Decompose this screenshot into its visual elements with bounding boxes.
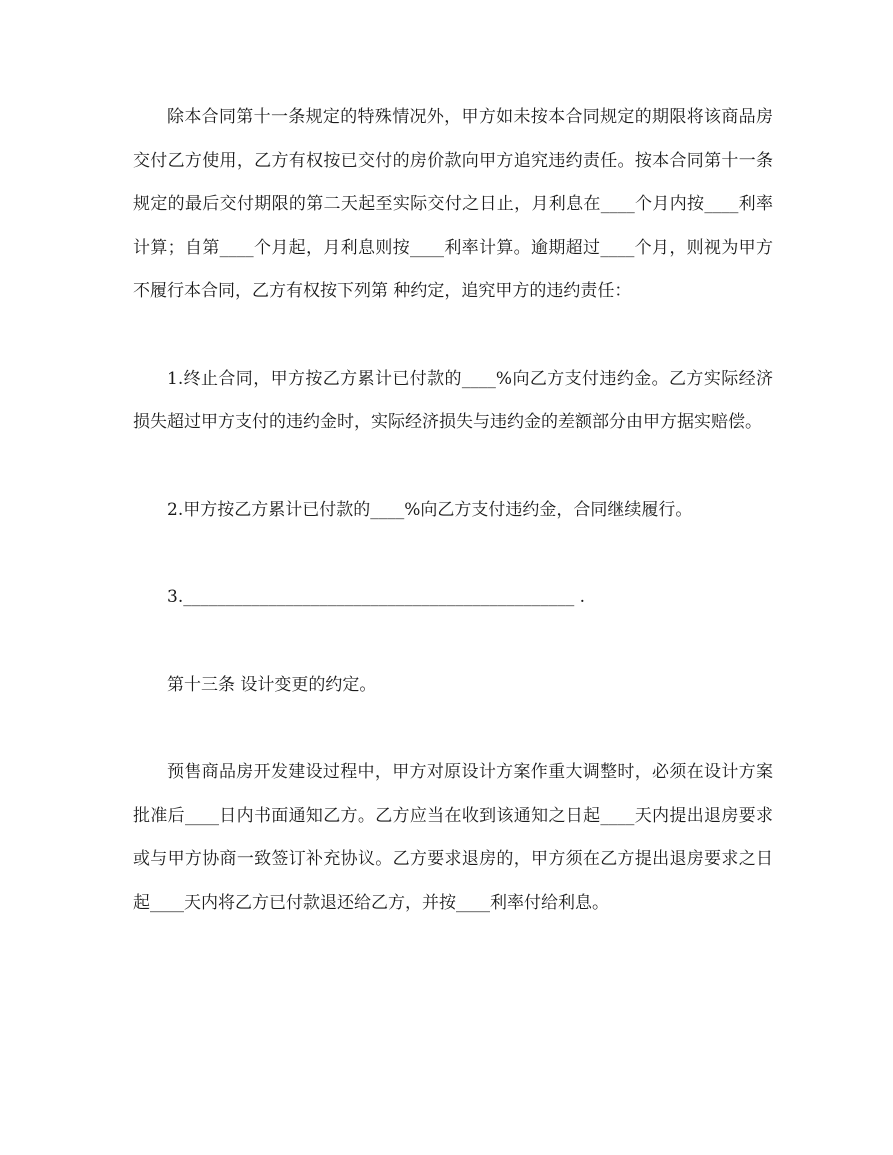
- paragraph-spacer: [133, 445, 773, 489]
- article-13-heading: 第十三条 设计变更的约定。: [167, 674, 377, 695]
- paragraph-delivery-breach: 除本合同第十一条规定的特殊情况外，甲方如未按本合同规定的期限将该商品房交付乙方使用，乙方有权按已交付的房价款向甲方追究违约责任。按本合同第十一条规定的最后交付期限的第二天起至实际交付之日止，月利息在____个月内按____利率计算；自第____个月起，月利息则按____利率计算。逾期超过____个月，则视为甲方不履行本合同，乙方有权按下列第 种约定，追究甲方的违约责任：: [133, 107, 773, 301]
- paragraph-design-change: 预售商品房开发建设过程中，甲方对原设计方案作重大调整时，必须在设计方案批准后____日内书面通知乙方。乙方应当在收到该通知之日起____天内提出退房要求或与甲方协商一致签订补充协议。乙方要求退房的，甲方须在乙方提出退房要求之日起____天内将乙方已付款退还给乙方，并按____利率付给利息。: [133, 762, 773, 913]
- paragraph-spacer: [133, 532, 773, 576]
- paragraph-spacer: [133, 707, 773, 751]
- document-body: [133, 96, 773, 925]
- paragraph-option-2: 2.甲方按乙方累计已付款的____%向乙方支付违约金，合同继续履行。: [167, 499, 693, 520]
- paragraph-spacer: [133, 314, 773, 358]
- paragraph-option-1: 1.终止合同，甲方按乙方累计已付款的____%向乙方支付违约金。乙方实际经济损失超过甲方支付的违约金时，实际经济损失与违约金的差额部分由甲方据实赔偿。: [133, 368, 773, 432]
- paragraph-spacer: [133, 620, 773, 664]
- paragraph-option-3: 3.______________________________________________ .: [167, 587, 586, 607]
